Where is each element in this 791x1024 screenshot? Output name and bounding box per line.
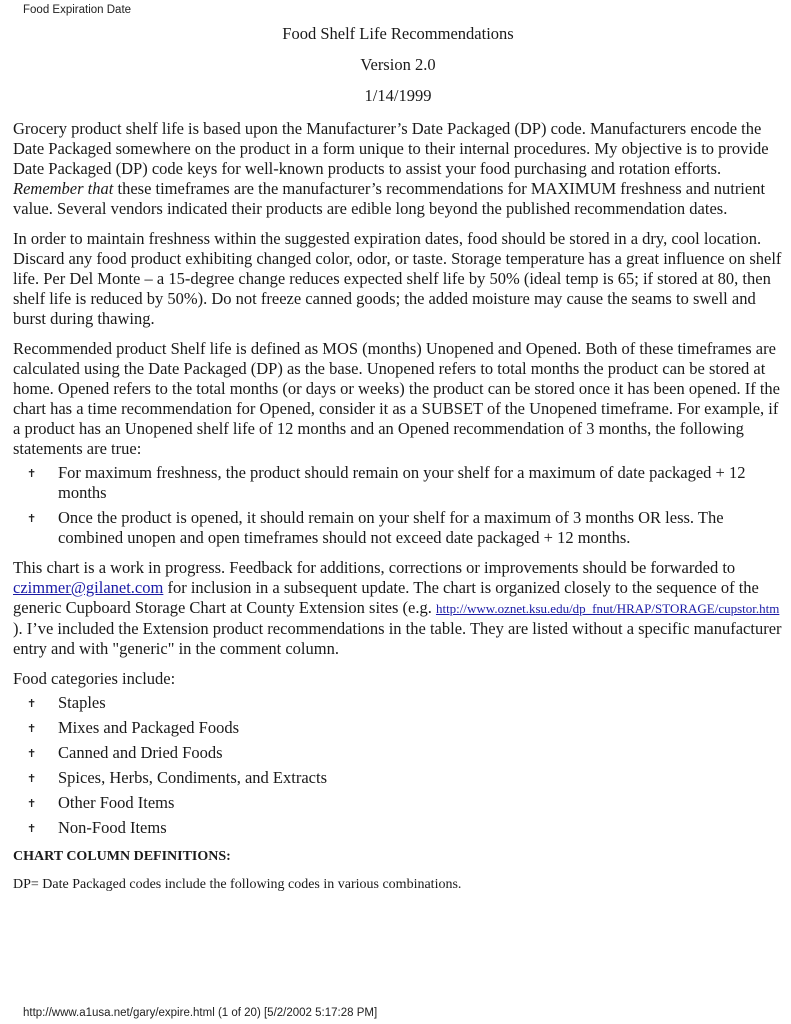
statements-list: [13, 463, 783, 548]
cross-bullet-icon: ✝: [27, 468, 37, 480]
email-link[interactable]: czimmer@gilanet.com: [13, 578, 164, 597]
list-item: [27, 463, 783, 503]
list-item: [27, 743, 783, 763]
feedback-text-a: This chart is a work in progress. Feedback for additions, corrections or improvements should be forwarded to: [13, 558, 736, 577]
list-item: [27, 508, 783, 548]
cross-bullet-icon: ✝: [27, 698, 37, 710]
feedback-text-c: ). I’ve included the Extension product recommendations in the table. They are listed without a specific manufacturer entry and with "generic" in the comment column.: [13, 619, 782, 658]
running-footer: http://www.a1usa.net/gary/expire.html (1 of 20) [5/2/2002 5:17:28 PM]: [23, 1007, 378, 1019]
definitions-heading: CHART COLUMN DEFINITIONS:: [13, 849, 231, 864]
intro-paragraph: [13, 119, 783, 219]
category-label: Non-Food Items: [58, 818, 167, 837]
shelf-life-definition-paragraph: Recommended product Shelf life is defined as MOS (months) Unopened and Opened. Both of these timeframes are calculated using the Date Packaged (DP) as the base. Unopened refers to total months the product can be stored at home. Opened refers to the total months (or days or weeks) the product can be stored once it has been opened. If the chart has a time recommendation for Opened, consider it as a SUBSET of the Unopened timeframe. For example, if a product has an Unopened shelf life of 12 months and an Opened recommendation of 3 months, the following statements are true:: [13, 339, 780, 458]
feedback-text-b: for inclusion in a subsequent update. The chart is organized closely to the sequence of the generic Cupboard Storage Chart at County Extension sites (e.g.: [13, 578, 759, 617]
list-item: [27, 793, 783, 813]
cross-bullet-icon: ✝: [27, 823, 37, 835]
intro-emphasis: Remember that: [13, 179, 114, 198]
cross-bullet-icon: ✝: [27, 798, 37, 810]
dp-definition: DP= Date Packaged codes include the following codes in various combinations.: [13, 877, 462, 892]
storage-paragraph: In order to maintain freshness within the suggested expiration dates, food should be stored in a dry, cool location. Discard any food product exhibiting changed color, odor, or taste. Storage temperature has a great influence on shelf life. Per Del Monte – a 15-degree change reduces expected shelf life by 50% (ideal temp is 65; if stored at 80, then shelf life is reduced by 50%). Do not freeze canned goods; the added moisture may cause the seams to swell and burst during thawing.: [13, 229, 782, 328]
extension-url-link[interactable]: http://www.oznet.ksu.edu/dp_fnut/HRAP/STORAGE/cupstor.htm: [435, 601, 780, 616]
document-body: [13, 24, 783, 894]
list-item: [27, 768, 783, 788]
document-title: Food Shelf Life Recommendations: [282, 24, 514, 43]
intro-text-b: these timeframes are the manufacturer’s recommendations for MAXIMUM freshness and nutrient value. Several vendors indicated their products are edible long beyond the published recommendation dates.: [13, 179, 766, 218]
category-label: Canned and Dried Foods: [58, 743, 223, 762]
running-header: Food Expiration Date: [23, 4, 132, 16]
category-label: Spices, Herbs, Condiments, and Extracts: [58, 768, 327, 787]
list-item: [27, 818, 783, 838]
statement-text: Once the product is opened, it should remain on your shelf for a maximum of 3 months OR less. The combined unopen and open timeframes should not exceed date packaged + 12 months.: [58, 508, 724, 547]
category-label: Mixes and Packaged Foods: [58, 718, 240, 737]
cross-bullet-icon: ✝: [27, 773, 37, 785]
cross-bullet-icon: ✝: [27, 748, 37, 760]
cross-bullet-icon: ✝: [27, 723, 37, 735]
statement-text: For maximum freshness, the product should remain on your shelf for a maximum of date packaged + 12 months: [58, 463, 746, 502]
cross-bullet-icon: ✝: [27, 513, 37, 525]
categories-intro: Food categories include:: [13, 669, 176, 688]
list-item: [27, 693, 783, 713]
document-version: Version 2.0: [360, 55, 436, 74]
document-date: 1/14/1999: [364, 86, 432, 105]
list-item: [27, 718, 783, 738]
category-label: Other Food Items: [58, 793, 175, 812]
intro-text-a: Grocery product shelf life is based upon the Manufacturer’s Date Packaged (DP) code. Manufacturers encode the Date Packaged somewhere on the product in a form unique to their internal procedures. My objective is to provide Date Packaged (DP) code keys for well-known products to assist your food purchasing and rotation efforts.: [13, 119, 769, 178]
category-label: Staples: [58, 693, 106, 712]
categories-list: [13, 693, 783, 838]
feedback-paragraph: [13, 558, 783, 659]
